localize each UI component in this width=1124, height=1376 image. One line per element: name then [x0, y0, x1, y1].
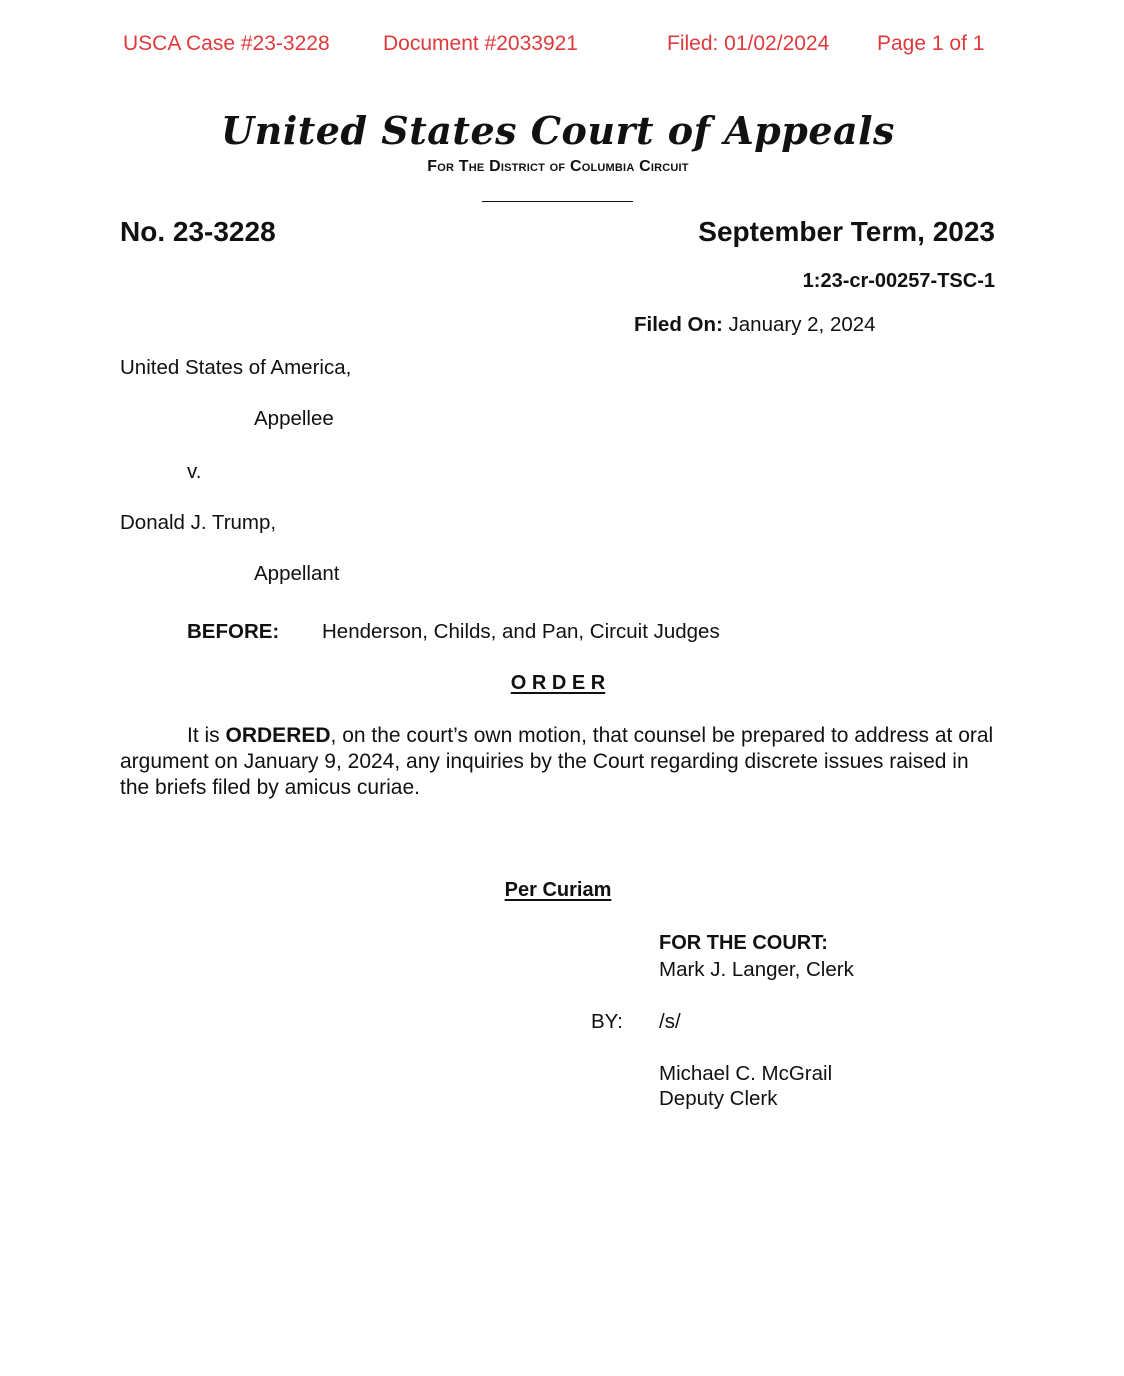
- clerk-name: Mark J. Langer, Clerk: [659, 958, 854, 981]
- order-text-bold: ORDERED: [225, 724, 331, 747]
- header-case-number: USCA Case #23-3228: [123, 32, 330, 55]
- order-paragraph: [120, 723, 1000, 801]
- court-term: September Term, 2023: [698, 216, 995, 247]
- versus: v.: [187, 460, 202, 483]
- court-circuit: For The District of Columbia Circuit: [427, 158, 689, 175]
- appellant-party: Donald J. Trump,: [120, 511, 277, 534]
- appellee-party: United States of America,: [120, 356, 352, 379]
- case-number: No. 23-3228: [120, 216, 276, 247]
- header-document-number: Document #2033921: [383, 32, 578, 55]
- appellant-role: Appellant: [254, 562, 340, 585]
- order-text-start: It is: [187, 724, 226, 747]
- for-the-court: FOR THE COURT:: [659, 932, 828, 954]
- filed-on-label: Filed On:: [634, 313, 723, 336]
- court-name: United States Court of Appeals: [221, 108, 895, 153]
- appellee-role: Appellee: [254, 407, 334, 430]
- per-curiam: Per Curiam: [504, 879, 612, 901]
- by-label: BY:: [591, 1010, 623, 1033]
- signature-mark: /s/: [659, 1010, 681, 1033]
- filed-on-line: [634, 313, 876, 337]
- docket-number: 1:23-cr-00257-TSC-1: [802, 270, 995, 292]
- deputy-clerk-title: Deputy Clerk: [659, 1087, 778, 1110]
- header-filed-date: Filed: 01/02/2024: [667, 32, 830, 55]
- order-heading: O R D E R: [510, 672, 606, 694]
- title-divider: [482, 201, 633, 202]
- order-text-rest: , on the court’s own motion, that counsel be prepared to address at oral argument on January 9, 2024, any inquiries by the Court regarding discrete issues raised in the briefs filed by amicus curiae.: [120, 724, 994, 799]
- filed-on-date: January 2, 2024: [728, 313, 876, 336]
- header-page-number: Page 1 of 1: [877, 32, 985, 55]
- before-label: BEFORE:: [187, 620, 280, 643]
- judges-list: Henderson, Childs, and Pan, Circuit Judges: [322, 620, 720, 643]
- deputy-clerk-name: Michael C. McGrail: [659, 1062, 833, 1085]
